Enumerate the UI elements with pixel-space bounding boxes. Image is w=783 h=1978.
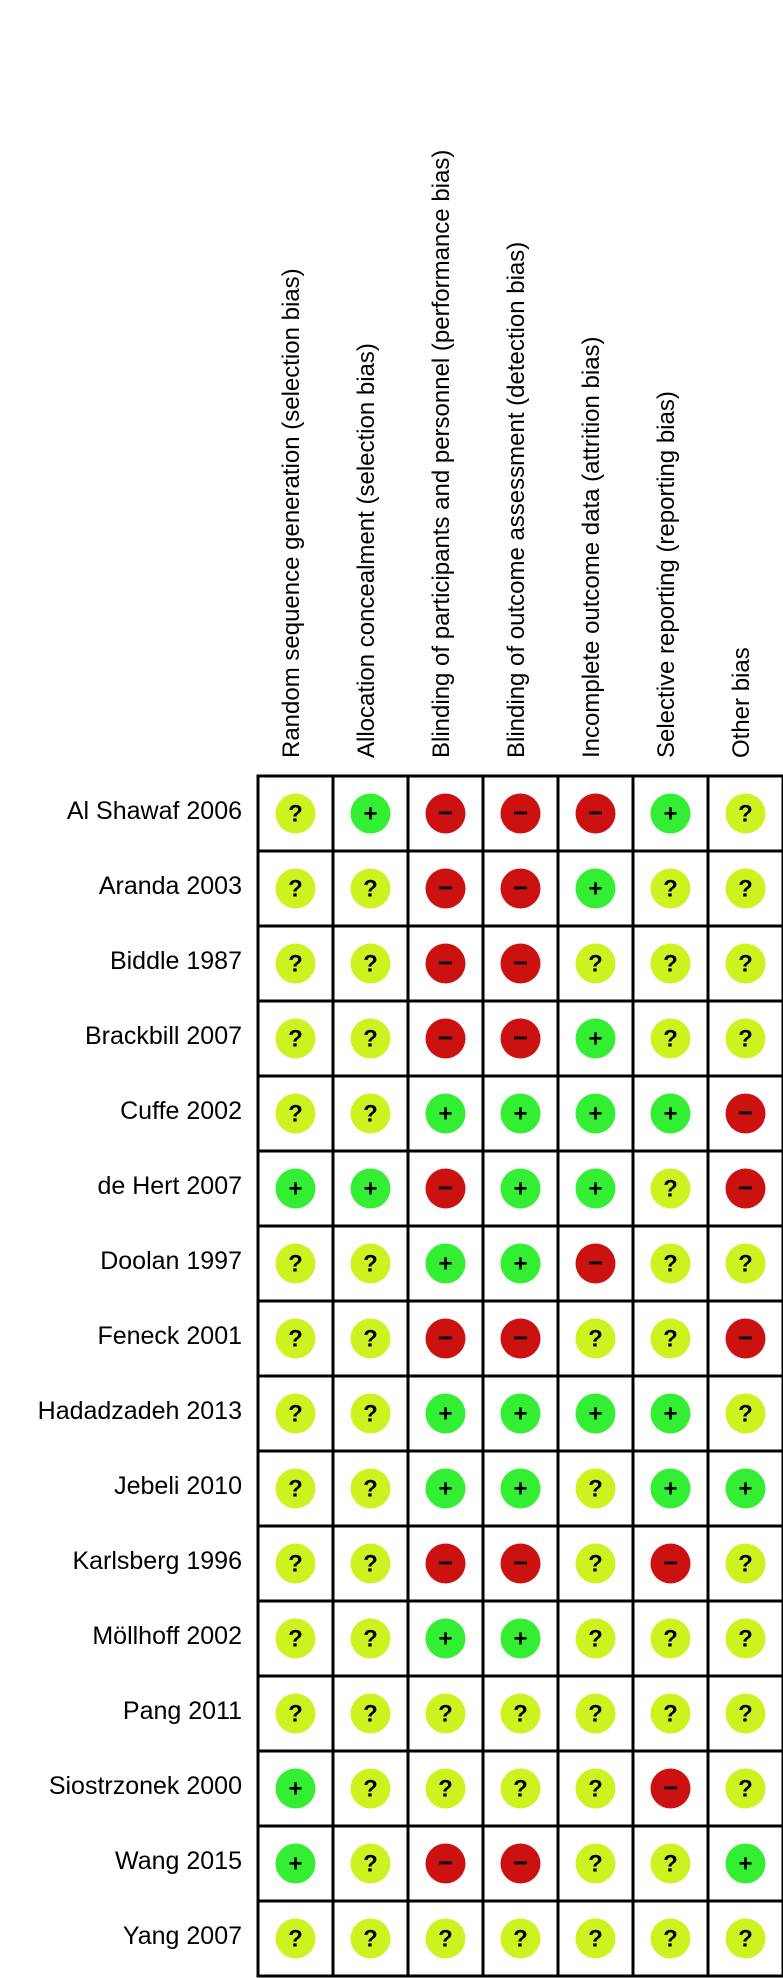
unclear-risk-symbol: ?	[363, 1100, 378, 1128]
low-risk-symbol: +	[663, 1475, 678, 1503]
judgement-grid	[256, 774, 783, 1978]
column-header-label: Blinding of participants and personnel (performance bias)	[428, 149, 455, 758]
study-label: Brackbill 2007	[84, 1022, 242, 1050]
low-risk-symbol: +	[438, 1625, 453, 1653]
unclear-risk-symbol: ?	[588, 1925, 603, 1953]
low-risk-symbol: +	[588, 1175, 603, 1203]
low-risk-symbol: +	[738, 1475, 753, 1503]
study-label: Siostrzonek 2000	[48, 1772, 242, 1800]
unclear-risk-symbol: ?	[363, 1400, 378, 1428]
low-risk-symbol: +	[588, 1025, 603, 1053]
high-risk-symbol: −	[512, 1547, 529, 1578]
unclear-risk-symbol: ?	[288, 1625, 303, 1653]
unclear-risk-symbol: ?	[738, 1700, 753, 1728]
unclear-risk-symbol: ?	[513, 1700, 528, 1728]
low-risk-symbol: +	[438, 1400, 453, 1428]
unclear-risk-symbol: ?	[738, 1250, 753, 1278]
unclear-risk-symbol: ?	[663, 1625, 678, 1653]
unclear-risk-symbol: ?	[363, 1925, 378, 1953]
low-risk-symbol: +	[513, 1175, 528, 1203]
column-header-label: Other bias	[728, 647, 755, 758]
unclear-risk-symbol: ?	[738, 1925, 753, 1953]
high-risk-symbol: −	[512, 947, 529, 978]
unclear-risk-symbol: ?	[738, 1400, 753, 1428]
high-risk-symbol: −	[437, 1547, 454, 1578]
study-label: Pang 2011	[122, 1697, 242, 1725]
grid-svg	[256, 774, 783, 1978]
unclear-risk-symbol: ?	[663, 1250, 678, 1278]
low-risk-symbol: +	[288, 1175, 303, 1203]
unclear-risk-symbol: ?	[588, 1700, 603, 1728]
low-risk-symbol: +	[513, 1400, 528, 1428]
column-header-label: Selective reporting (reporting bias)	[653, 391, 680, 758]
high-risk-symbol: −	[662, 1772, 679, 1803]
high-risk-symbol: −	[437, 1172, 454, 1203]
unclear-risk-symbol: ?	[288, 1400, 303, 1428]
unclear-risk-symbol: ?	[513, 1775, 528, 1803]
study-label: Biddle 1987	[109, 947, 242, 975]
unclear-risk-symbol: ?	[738, 1025, 753, 1053]
high-risk-symbol: −	[587, 797, 604, 828]
unclear-risk-symbol: ?	[738, 875, 753, 903]
low-risk-symbol: +	[738, 1850, 753, 1878]
study-label: Wang 2015	[115, 1847, 242, 1875]
study-label: Möllhoff 2002	[92, 1622, 242, 1650]
low-risk-symbol: +	[438, 1100, 453, 1128]
high-risk-symbol: −	[587, 1247, 604, 1278]
unclear-risk-symbol: ?	[663, 1025, 678, 1053]
high-risk-symbol: −	[512, 1022, 529, 1053]
unclear-risk-symbol: ?	[663, 875, 678, 903]
high-risk-symbol: −	[737, 1172, 754, 1203]
low-risk-symbol: +	[588, 1400, 603, 1428]
unclear-risk-symbol: ?	[363, 950, 378, 978]
unclear-risk-symbol: ?	[288, 875, 303, 903]
unclear-risk-symbol: ?	[663, 1925, 678, 1953]
unclear-risk-symbol: ?	[288, 950, 303, 978]
unclear-risk-symbol: ?	[738, 1625, 753, 1653]
unclear-risk-symbol: ?	[288, 1250, 303, 1278]
study-label: Feneck 2001	[97, 1322, 242, 1350]
study-label: Aranda 2003	[98, 872, 242, 900]
unclear-risk-symbol: ?	[738, 800, 753, 828]
unclear-risk-symbol: ?	[363, 1475, 378, 1503]
low-risk-symbol: +	[588, 1100, 603, 1128]
high-risk-symbol: −	[437, 1322, 454, 1353]
column-header-label: Incomplete outcome data (attrition bias)	[578, 336, 605, 758]
study-label: de Hert 2007	[97, 1172, 242, 1200]
low-risk-symbol: +	[663, 1400, 678, 1428]
unclear-risk-symbol: ?	[363, 1250, 378, 1278]
unclear-risk-symbol: ?	[288, 1325, 303, 1353]
unclear-risk-symbol: ?	[363, 1325, 378, 1353]
unclear-risk-symbol: ?	[738, 1775, 753, 1803]
unclear-risk-symbol: ?	[288, 1700, 303, 1728]
unclear-risk-symbol: ?	[288, 800, 303, 828]
unclear-risk-symbol: ?	[363, 1550, 378, 1578]
unclear-risk-symbol: ?	[438, 1775, 453, 1803]
low-risk-symbol: +	[363, 800, 378, 828]
study-label: Hadadzadeh 2013	[37, 1397, 242, 1425]
high-risk-symbol: −	[512, 797, 529, 828]
unclear-risk-symbol: ?	[288, 1100, 303, 1128]
low-risk-symbol: +	[288, 1850, 303, 1878]
unclear-risk-symbol: ?	[513, 1925, 528, 1953]
unclear-risk-symbol: ?	[363, 875, 378, 903]
low-risk-symbol: +	[363, 1175, 378, 1203]
unclear-risk-symbol: ?	[588, 1475, 603, 1503]
unclear-risk-symbol: ?	[588, 950, 603, 978]
study-label: Jebeli 2010	[114, 1472, 242, 1500]
unclear-risk-symbol: ?	[288, 1550, 303, 1578]
unclear-risk-symbol: ?	[363, 1850, 378, 1878]
high-risk-symbol: −	[512, 1322, 529, 1353]
high-risk-symbol: −	[437, 872, 454, 903]
low-risk-symbol: +	[663, 1100, 678, 1128]
unclear-risk-symbol: ?	[288, 1025, 303, 1053]
unclear-risk-symbol: ?	[288, 1925, 303, 1953]
high-risk-symbol: −	[662, 1547, 679, 1578]
unclear-risk-symbol: ?	[363, 1700, 378, 1728]
low-risk-symbol: +	[288, 1775, 303, 1803]
low-risk-symbol: +	[513, 1250, 528, 1278]
study-label: Yang 2007	[122, 1922, 242, 1950]
low-risk-symbol: +	[663, 800, 678, 828]
low-risk-symbol: +	[513, 1475, 528, 1503]
unclear-risk-symbol: ?	[663, 1700, 678, 1728]
high-risk-symbol: −	[737, 1097, 754, 1128]
unclear-risk-symbol: ?	[663, 1325, 678, 1353]
column-header-label: Allocation concealment (selection bias)	[353, 343, 380, 758]
high-risk-symbol: −	[512, 872, 529, 903]
study-label: Cuffe 2002	[120, 1097, 242, 1125]
column-header-label: Random sequence generation (selection bias)	[278, 268, 305, 758]
unclear-risk-symbol: ?	[588, 1550, 603, 1578]
high-risk-symbol: −	[437, 1022, 454, 1053]
unclear-risk-symbol: ?	[438, 1925, 453, 1953]
low-risk-symbol: +	[513, 1625, 528, 1653]
unclear-risk-symbol: ?	[363, 1625, 378, 1653]
unclear-risk-symbol: ?	[738, 1550, 753, 1578]
study-label: Al Shawaf 2006	[66, 797, 242, 825]
study-label: Doolan 1997	[100, 1247, 242, 1275]
unclear-risk-symbol: ?	[363, 1775, 378, 1803]
unclear-risk-symbol: ?	[288, 1475, 303, 1503]
study-label: Karlsberg 1996	[72, 1547, 242, 1575]
high-risk-symbol: −	[512, 1847, 529, 1878]
high-risk-symbol: −	[437, 947, 454, 978]
low-risk-symbol: +	[513, 1100, 528, 1128]
unclear-risk-symbol: ?	[588, 1850, 603, 1878]
unclear-risk-symbol: ?	[588, 1775, 603, 1803]
unclear-risk-symbol: ?	[363, 1025, 378, 1053]
unclear-risk-symbol: ?	[588, 1325, 603, 1353]
column-header-label: Blinding of outcome assessment (detection bias)	[503, 241, 530, 758]
column-headers	[0, 0, 783, 770]
low-risk-symbol: +	[588, 875, 603, 903]
high-risk-symbol: −	[737, 1322, 754, 1353]
low-risk-symbol: +	[438, 1475, 453, 1503]
low-risk-symbol: +	[438, 1250, 453, 1278]
unclear-risk-symbol: ?	[738, 950, 753, 978]
unclear-risk-symbol: ?	[588, 1625, 603, 1653]
high-risk-symbol: −	[437, 1847, 454, 1878]
unclear-risk-symbol: ?	[663, 1850, 678, 1878]
unclear-risk-symbol: ?	[438, 1700, 453, 1728]
unclear-risk-symbol: ?	[663, 950, 678, 978]
high-risk-symbol: −	[437, 797, 454, 828]
unclear-risk-symbol: ?	[663, 1175, 678, 1203]
